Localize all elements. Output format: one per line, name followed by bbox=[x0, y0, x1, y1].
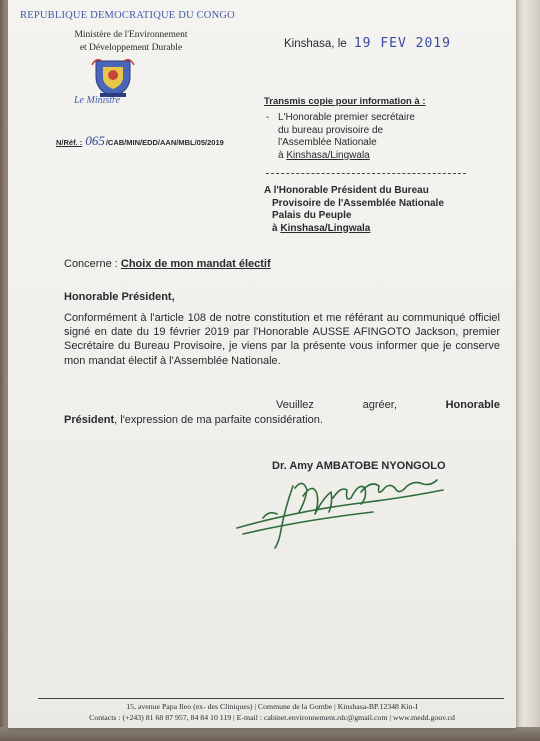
background-table-left bbox=[0, 0, 8, 741]
list-dash: - bbox=[266, 112, 270, 123]
copy-city-name: Kinshasa/Lingwala bbox=[286, 149, 370, 161]
copy-recipient-line-3: l'Assemblée Nationale bbox=[278, 137, 377, 148]
closing-word-veuillez: Veuillez bbox=[276, 399, 314, 411]
addressee-city-name: Kinshasa/Lingwala bbox=[280, 222, 371, 234]
copy-recipient-city bbox=[278, 150, 466, 163]
coat-of-arms-icon bbox=[90, 55, 136, 99]
footer-contact-line: Contacts : (+243) 81 68 87 957, 84 84 10 119 | E-mail : cabinet.environnement.rdc@gmail.com | www.medd.gouv.cd bbox=[89, 713, 455, 722]
closing-first-line bbox=[64, 398, 500, 413]
reference-number bbox=[56, 133, 224, 149]
addressee-line-2: Provisoire de l'Assemblée Nationale bbox=[272, 197, 444, 209]
footer-divider bbox=[38, 698, 504, 699]
subject-line bbox=[64, 258, 271, 270]
minister-title: Le Ministre bbox=[74, 95, 121, 106]
closing-formula bbox=[64, 398, 500, 428]
closing-second-line bbox=[64, 413, 500, 428]
ministry-name bbox=[56, 29, 206, 54]
handwritten-signature bbox=[233, 468, 448, 553]
copy-city-prefix: à bbox=[278, 149, 284, 161]
letter-body: Conformément à l'article 108 de notre constitution et me référant au communiqué officiel signé en date du 19 février 2019 par l'Honorable AUSSE AFINGOTO Jackson, premier Secrétaire du Bureau Provisoire, je viens par la présente vous informer que je conserve mon mandat électif à l'Assemblée Nationale. bbox=[64, 312, 500, 367]
addressee-line-3: Palais du Peuple bbox=[272, 210, 352, 221]
reference-code: /CAB/MIN/EDD/AAN/MBL/05/2019 bbox=[105, 138, 224, 147]
date-stamp: 19 FEV 2019 bbox=[353, 36, 451, 51]
signer-name: Dr. Amy AMBATOBE NYONGOLO bbox=[272, 460, 446, 472]
letter-page bbox=[8, 0, 516, 728]
copy-recipient bbox=[266, 112, 466, 162]
dotted-separator bbox=[266, 173, 466, 174]
subject-label: Concerne : bbox=[64, 258, 118, 270]
background-table-right bbox=[514, 0, 540, 741]
country-heading: REPUBLIQUE DEMOCRATIQUE DU CONGO bbox=[20, 10, 235, 21]
place-label: Kinshasa, le bbox=[284, 38, 347, 50]
background-table-bottom bbox=[0, 727, 540, 741]
closing-word-honorable: Honorable bbox=[445, 399, 500, 411]
copy-recipients-title: Transmis copie pour information à : bbox=[264, 96, 426, 107]
reference-label: N/Réf. : bbox=[56, 138, 83, 147]
copy-recipient-line-1: L'Honorable premier secrétaire bbox=[278, 112, 415, 123]
addressee-city-prefix: à bbox=[272, 222, 278, 234]
closing-word-president: Président bbox=[64, 414, 115, 426]
copy-recipient-line-2: du bureau provisoire de bbox=[278, 124, 384, 136]
closing-rest: , l'expression de ma parfaite considération. bbox=[114, 414, 323, 426]
ministry-line-1: Ministère de l'Environnement bbox=[74, 30, 188, 40]
footer-contacts bbox=[32, 701, 512, 723]
place-and-date bbox=[284, 36, 451, 51]
footer-address: 15, avenue Papa Ileo (ex- des Cliniques) | Commune de la Gombe | Kinshasa-BP.12348 Kin-I bbox=[126, 702, 418, 711]
salutation: Honorable Président, bbox=[64, 291, 175, 303]
closing-word-agreer: agréer, bbox=[362, 399, 397, 411]
addressee-block bbox=[264, 185, 494, 235]
reference-handwritten-number: 065 bbox=[85, 133, 105, 148]
ministry-line-2: et Développement Durable bbox=[79, 42, 183, 53]
addressee-city bbox=[272, 223, 494, 236]
addressee-line-1: A l'Honorable Président du Bureau bbox=[264, 185, 429, 196]
subject-text: Choix de mon mandat électif bbox=[120, 258, 271, 270]
